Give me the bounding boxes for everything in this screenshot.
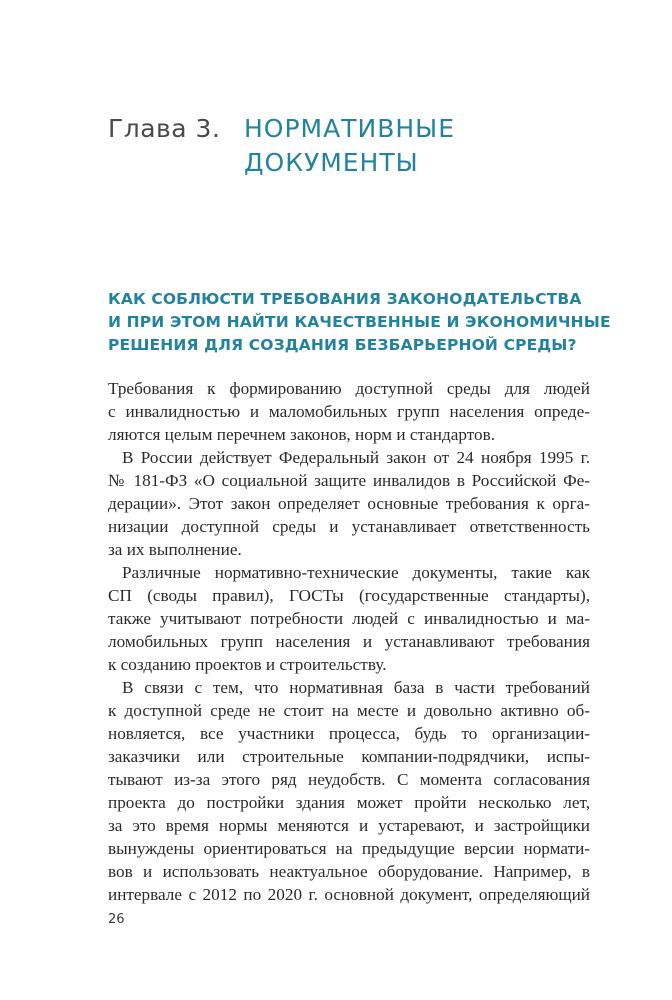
text-line: В связи с тем, что нормативная база в части требований bbox=[122, 678, 590, 697]
chapter-label: Глава 3. bbox=[108, 114, 221, 143]
text-line: заказчики или строительные компании-подрядчики, испы- bbox=[108, 747, 590, 766]
chapter-title-line: НОРМАТИВНЫЕ bbox=[244, 114, 455, 143]
text-line: низации доступной среды и устанавливает ответственность bbox=[108, 517, 590, 536]
text-line: интервале с 2012 по 2020 г. основной документ, определяющий bbox=[108, 885, 590, 904]
text-line: дерации». Этот закон определяет основные требования к орга- bbox=[108, 494, 590, 513]
text-line: СП (своды правил), ГОСТы (государственные стандарты), bbox=[108, 586, 590, 605]
text-line: вынуждены ориентироваться на предыдущие версии нормати- bbox=[108, 839, 590, 858]
section-heading-line: РЕШЕНИЯ ДЛЯ СОЗДАНИЯ БЕЗБАРЬЕРНОЙ СРЕДЫ? bbox=[108, 336, 577, 354]
chapter-header bbox=[108, 112, 628, 192]
text-line: Различные нормативно-технические документы, такие как bbox=[122, 563, 590, 582]
text-line: с инвалидностью и маломобильных групп населения опреде- bbox=[108, 402, 590, 421]
paragraph bbox=[108, 676, 590, 906]
text-line: Требования к формированию доступной среды для людей bbox=[108, 379, 590, 398]
paragraph bbox=[108, 377, 590, 446]
section-heading-line: КАК СОБЛЮСТИ ТРЕБОВАНИЯ ЗАКОНОДАТЕЛЬСТВА bbox=[108, 290, 582, 308]
text-line: новляется, все участники процесса, будь то организации- bbox=[108, 724, 590, 743]
paragraph bbox=[108, 561, 590, 676]
text-line: за их выполнение. bbox=[108, 540, 242, 559]
section-heading-line: И ПРИ ЭТОМ НАЙТИ КАЧЕСТВЕННЫЕ И ЭКОНОМИЧНЫЕ bbox=[108, 313, 611, 331]
text-line: вов и использовать неактуальное оборудование. Например, в bbox=[108, 862, 590, 881]
section-heading bbox=[108, 288, 611, 357]
text-line: В России действует Федеральный закон от 24 ноября 1995 г. bbox=[122, 448, 590, 467]
paragraph bbox=[108, 446, 590, 561]
text-line: также учитывают потребности людей с инвалидностью и ма- bbox=[108, 609, 590, 628]
text-line: к доступной среде не стоит на месте и довольно активно об- bbox=[108, 701, 590, 720]
text-line: проекта до постройки здания может пройти несколько лет, bbox=[108, 793, 590, 812]
chapter-title bbox=[244, 112, 455, 180]
text-line: ляются целым перечнем законов, норм и стандартов. bbox=[108, 425, 496, 444]
text-line: к созданию проектов и строительству. bbox=[108, 655, 387, 674]
text-line: № 181-ФЗ «О социальной защите инвалидов в Российской Фе- bbox=[108, 471, 590, 490]
page-number: 26 bbox=[108, 912, 125, 927]
text-line: ломобильных групп населения и устанавливают требования bbox=[108, 632, 590, 651]
text-line: тывают из-за этого ряд неудобств. С момента согласования bbox=[108, 770, 590, 789]
chapter-title-line: ДОКУМЕНТЫ bbox=[244, 148, 419, 177]
text-line: за это время нормы меняются и устаревают, и застройщики bbox=[108, 816, 590, 835]
body-text bbox=[108, 377, 590, 906]
